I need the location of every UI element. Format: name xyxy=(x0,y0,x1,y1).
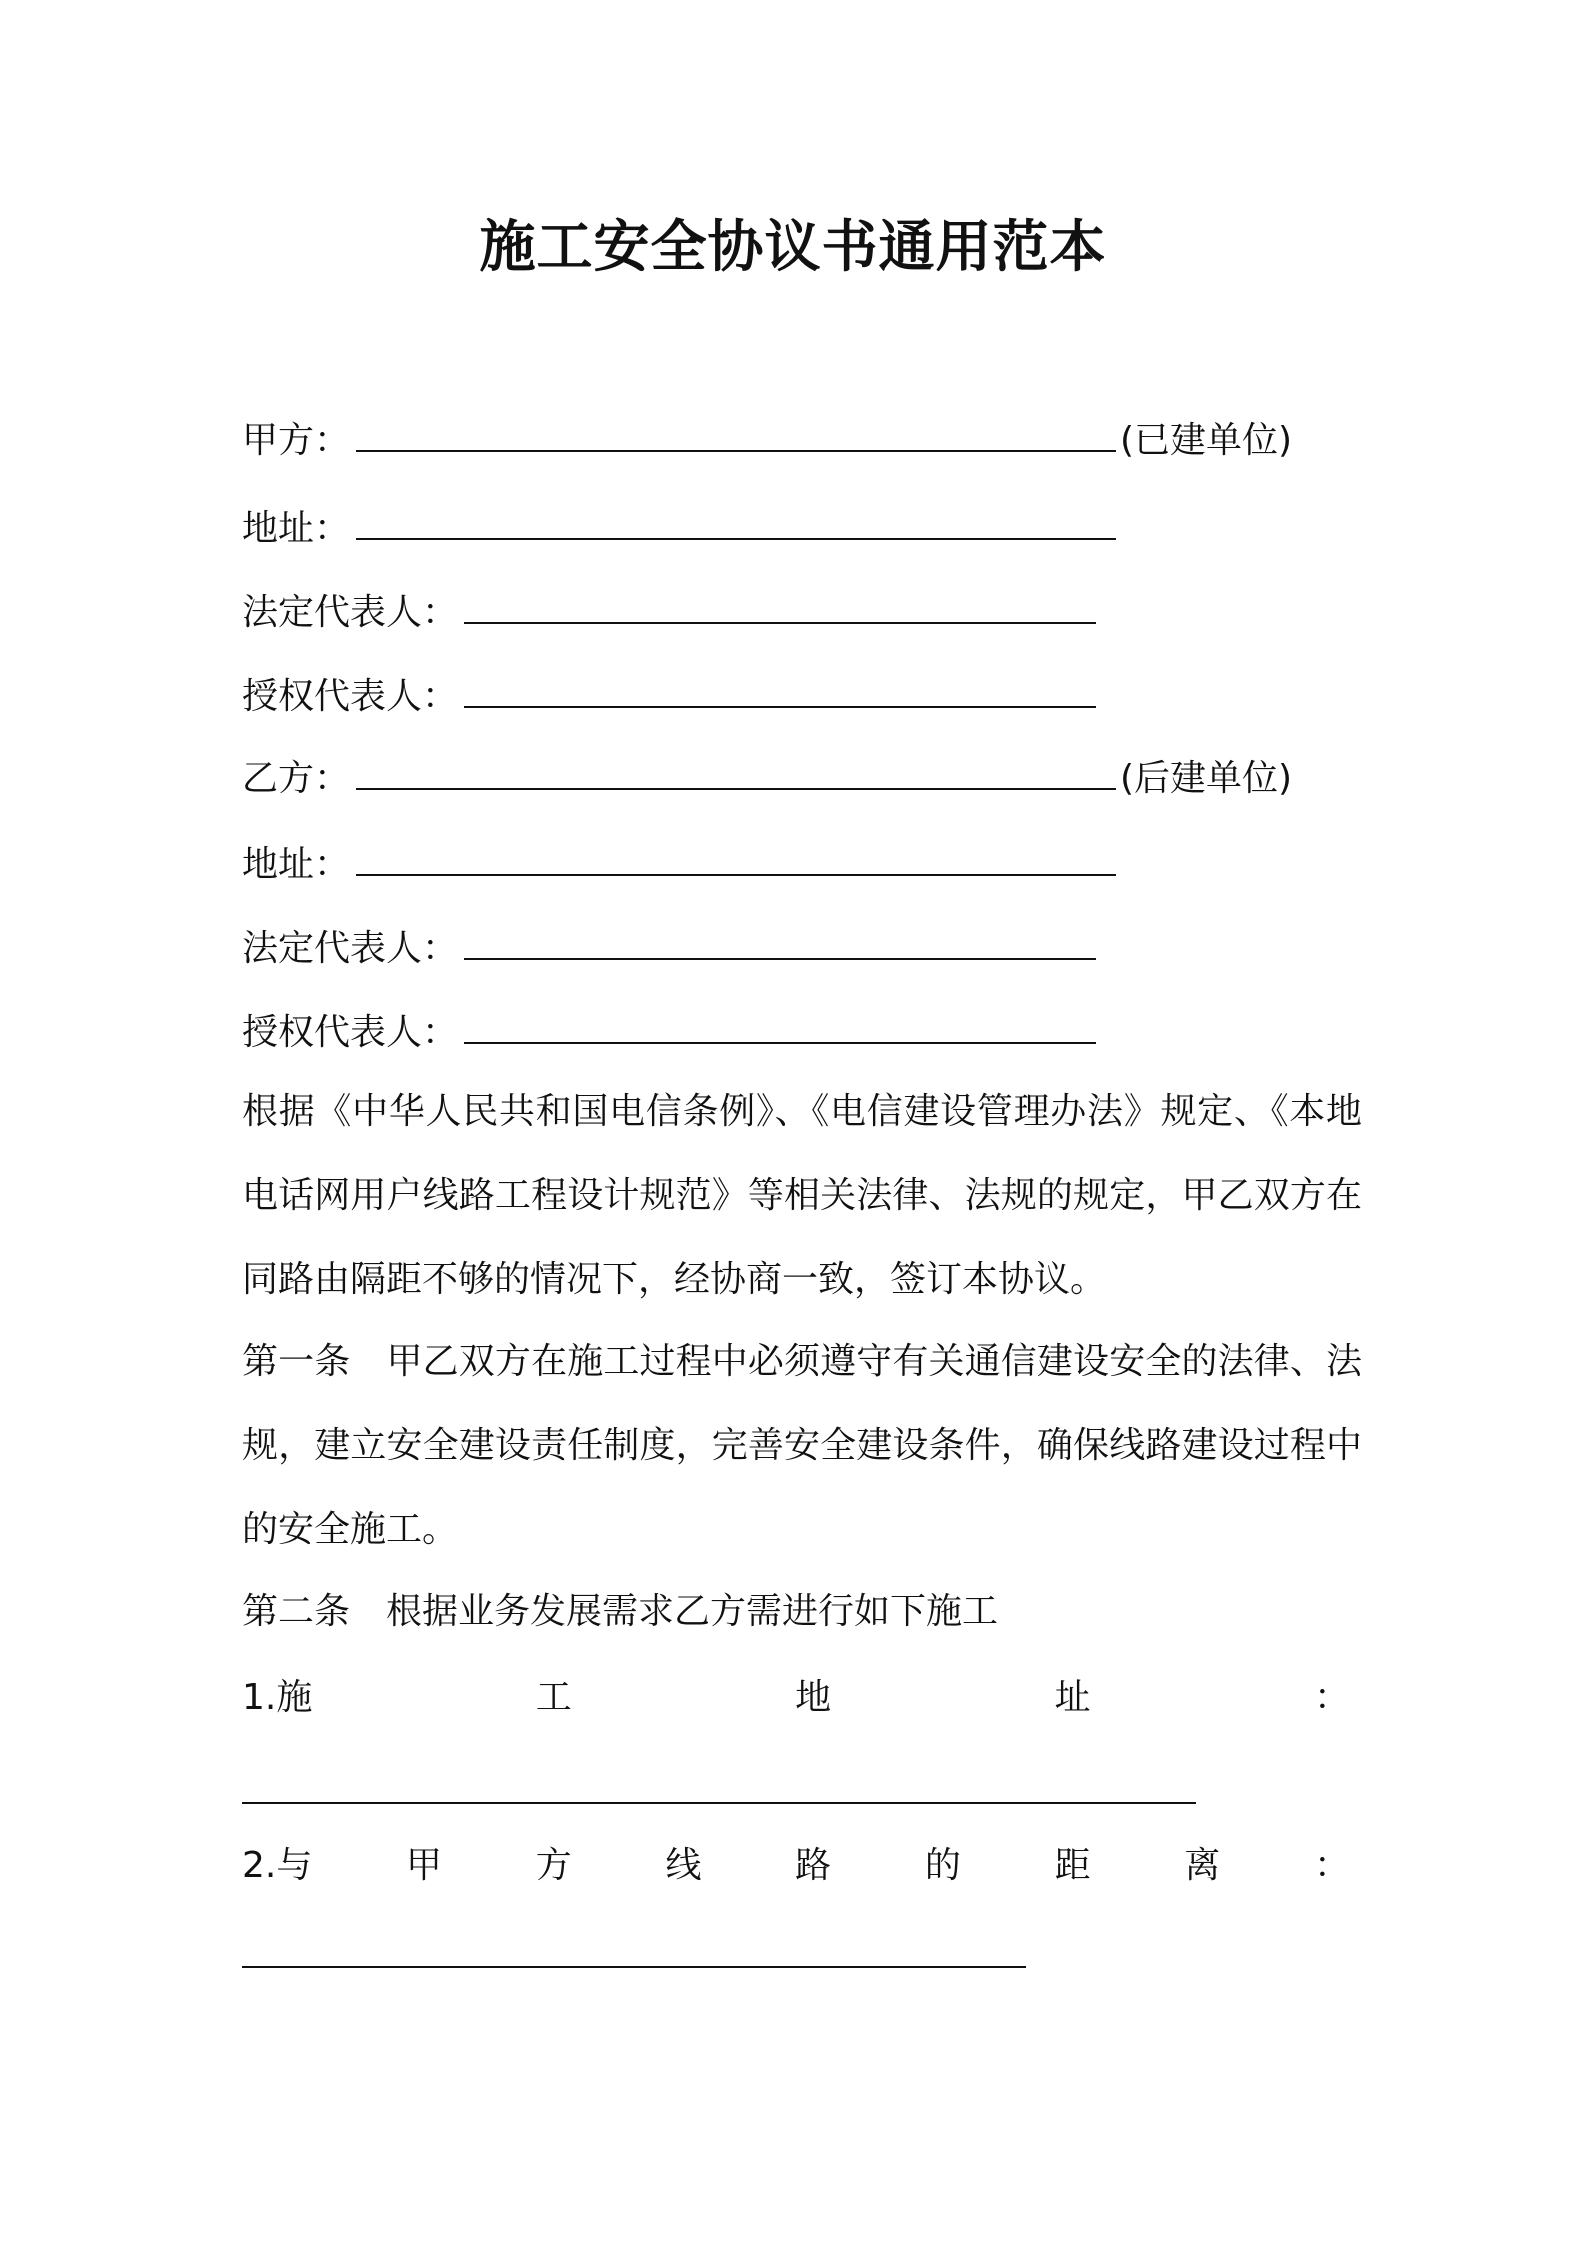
article-2-heading: 第二条 根据业务发展需求乙方需进行如下施工 xyxy=(242,1591,999,1632)
party-a-address-label: 地址： xyxy=(242,508,351,549)
item-2-char: 方 xyxy=(535,1845,572,1886)
party-b-address-blank[interactable] xyxy=(356,830,1116,876)
party-a-address-blank[interactable] xyxy=(356,494,1116,540)
party-b-address-row xyxy=(242,830,1116,890)
item-1-char: 工 xyxy=(535,1677,572,1718)
party-b-auth-rep-blank[interactable] xyxy=(464,998,1096,1044)
article-1-paragraph: 第一条 甲乙双方在施工过程中必须遵守有关通信建设安全的法律、法规，建立安全建设责任制度，完善安全建设条件，确保线路建设过程中的安全施工。 xyxy=(242,1341,1362,1550)
item-1-blank[interactable] xyxy=(242,1800,1196,1804)
party-b-label: 乙方： xyxy=(242,758,351,799)
party-a-label: 甲方： xyxy=(242,420,351,461)
item-2-char: 甲 xyxy=(406,1845,443,1886)
party-b-legal-rep-label: 法定代表人： xyxy=(242,928,459,969)
party-a-legal-rep-label: 法定代表人： xyxy=(242,592,459,633)
item-2-char: 的 xyxy=(924,1845,961,1886)
party-b-auth-rep-row xyxy=(242,998,1096,1058)
party-a-auth-rep-label: 授权代表人： xyxy=(242,676,459,717)
item-1-label xyxy=(242,1668,1350,1728)
item-2-char: 2.与 xyxy=(242,1845,313,1886)
page-title: 施工安全协议书通用范本 xyxy=(479,215,1107,280)
item-1-char: 址 xyxy=(1054,1677,1091,1718)
party-a-row xyxy=(242,406,1292,466)
item-2-blank[interactable] xyxy=(242,1964,1026,1968)
party-b-blank[interactable] xyxy=(356,744,1116,790)
party-a-auth-rep-row xyxy=(242,662,1096,722)
item-2-label xyxy=(242,1836,1350,1896)
party-a-legal-rep-row xyxy=(242,578,1096,638)
party-b-auth-rep-label: 授权代表人： xyxy=(242,1012,459,1053)
party-b-suffix: (后建单位) xyxy=(1120,758,1293,799)
item-2-char: 路 xyxy=(795,1845,832,1886)
intro-paragraph: 根据《中华人民共和国电信条例》、《电信建设管理办法》规定、《本地电话网用户线路工程设计规范》等相关法律、法规的规定，甲乙双方在同路由隔距不够的情况下，经协商一致，签订本协议。 xyxy=(242,1091,1362,1300)
party-b-row xyxy=(242,744,1292,804)
party-b-legal-rep-blank[interactable] xyxy=(464,914,1096,960)
party-a-legal-rep-blank[interactable] xyxy=(464,578,1096,624)
item-2-char: 离 xyxy=(1184,1845,1221,1886)
item-1-char: 1.施 xyxy=(242,1677,313,1718)
party-a-blank[interactable] xyxy=(356,406,1116,452)
item-2-char: 线 xyxy=(665,1845,702,1886)
party-a-auth-rep-blank[interactable] xyxy=(464,662,1096,708)
party-a-address-row xyxy=(242,494,1116,554)
item-1-char: 地 xyxy=(795,1677,832,1718)
item-2-char: 距 xyxy=(1054,1845,1091,1886)
party-b-legal-rep-row xyxy=(242,914,1096,974)
party-a-suffix: (已建单位) xyxy=(1120,420,1293,461)
item-1-char: ： xyxy=(1313,1677,1350,1718)
item-2-char: ： xyxy=(1313,1845,1350,1886)
party-b-address-label: 地址： xyxy=(242,844,351,885)
